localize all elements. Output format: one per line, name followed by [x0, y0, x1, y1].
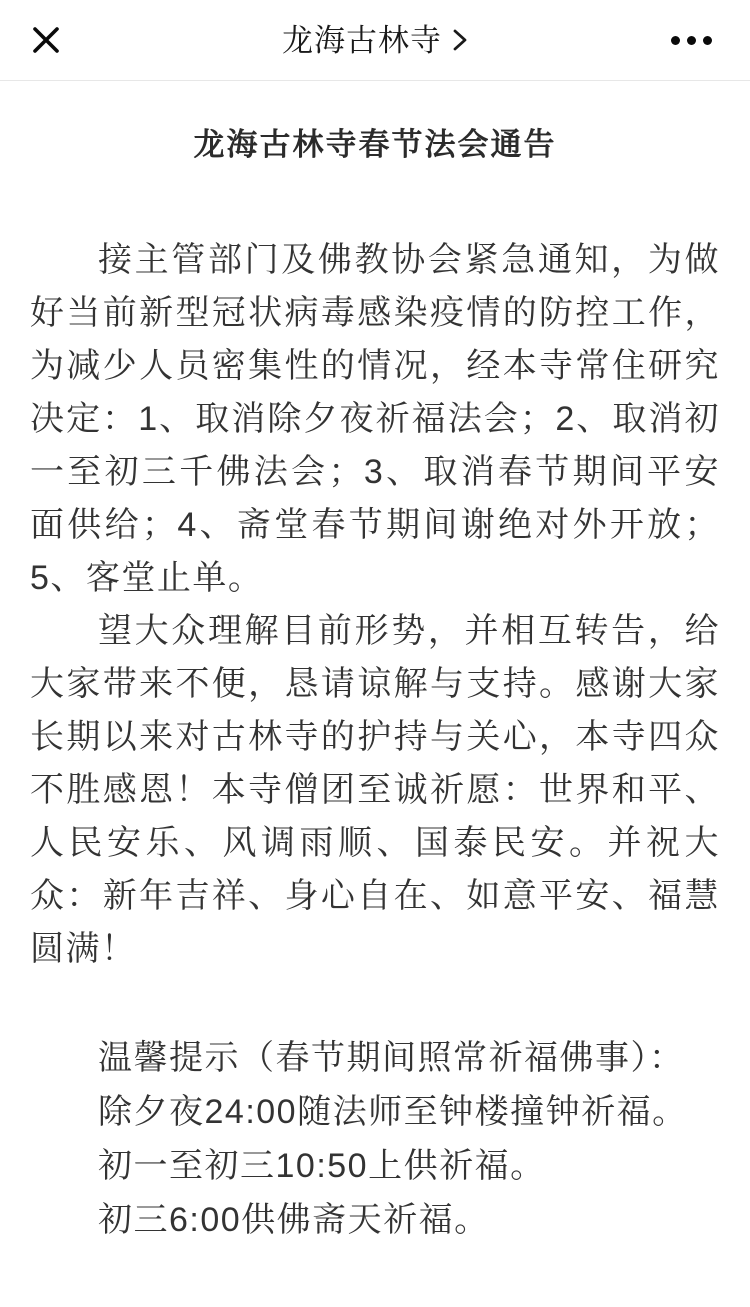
close-button[interactable] [30, 0, 90, 80]
tip-item: 初一至初三10:50上供祈福。 [98, 1147, 546, 1185]
article-body [0, 119, 750, 1307]
article-title: 龙海古林寺春节法会通告 [193, 127, 557, 162]
header-bar [0, 0, 750, 81]
tip-item: 除夕夜24:00随法师至钟楼撞钟祈福。 [98, 1093, 688, 1131]
account-title-link[interactable] [282, 22, 468, 58]
article-paragraph: 望大众理解目前形势，并相互转告，给大家带来不便，恳请谅解与支持。感谢大家长期以来对古林寺的护持与关心，本寺四众不胜感恩！本寺僧团至诚祈愿：世界和平、人民安乐、风调雨顺、国泰民安。并祝大众：新年吉祥、身心自在、如意平安、福慧圆满！ [30, 612, 720, 968]
ellipsis-icon [703, 36, 712, 45]
article-paragraph: 接主管部门及佛教协会紧急通知，为做好当前新型冠状病毒感染疫情的防控工作，为减少人员密集性的情况，经本寺常住研究决定：1、取消除夕夜祈福法会；2、取消初一至初三千佛法会；3、取消春节期间平安面供给；4、斋堂春节期间谢绝对外开放；5、客堂止单。 [30, 241, 720, 597]
ellipsis-icon [671, 36, 680, 45]
more-button[interactable] [671, 0, 712, 80]
tip-item: 初三6:00供佛斋天祈福。 [98, 1201, 490, 1239]
page-title: 龙海古林寺 [282, 22, 442, 58]
chevron-right-icon [452, 27, 468, 53]
tips-heading: 温馨提示（春节期间照常祈福佛事）： [98, 1039, 685, 1077]
close-icon [30, 24, 62, 56]
ellipsis-icon [687, 36, 696, 45]
tips-block [98, 1031, 720, 1247]
